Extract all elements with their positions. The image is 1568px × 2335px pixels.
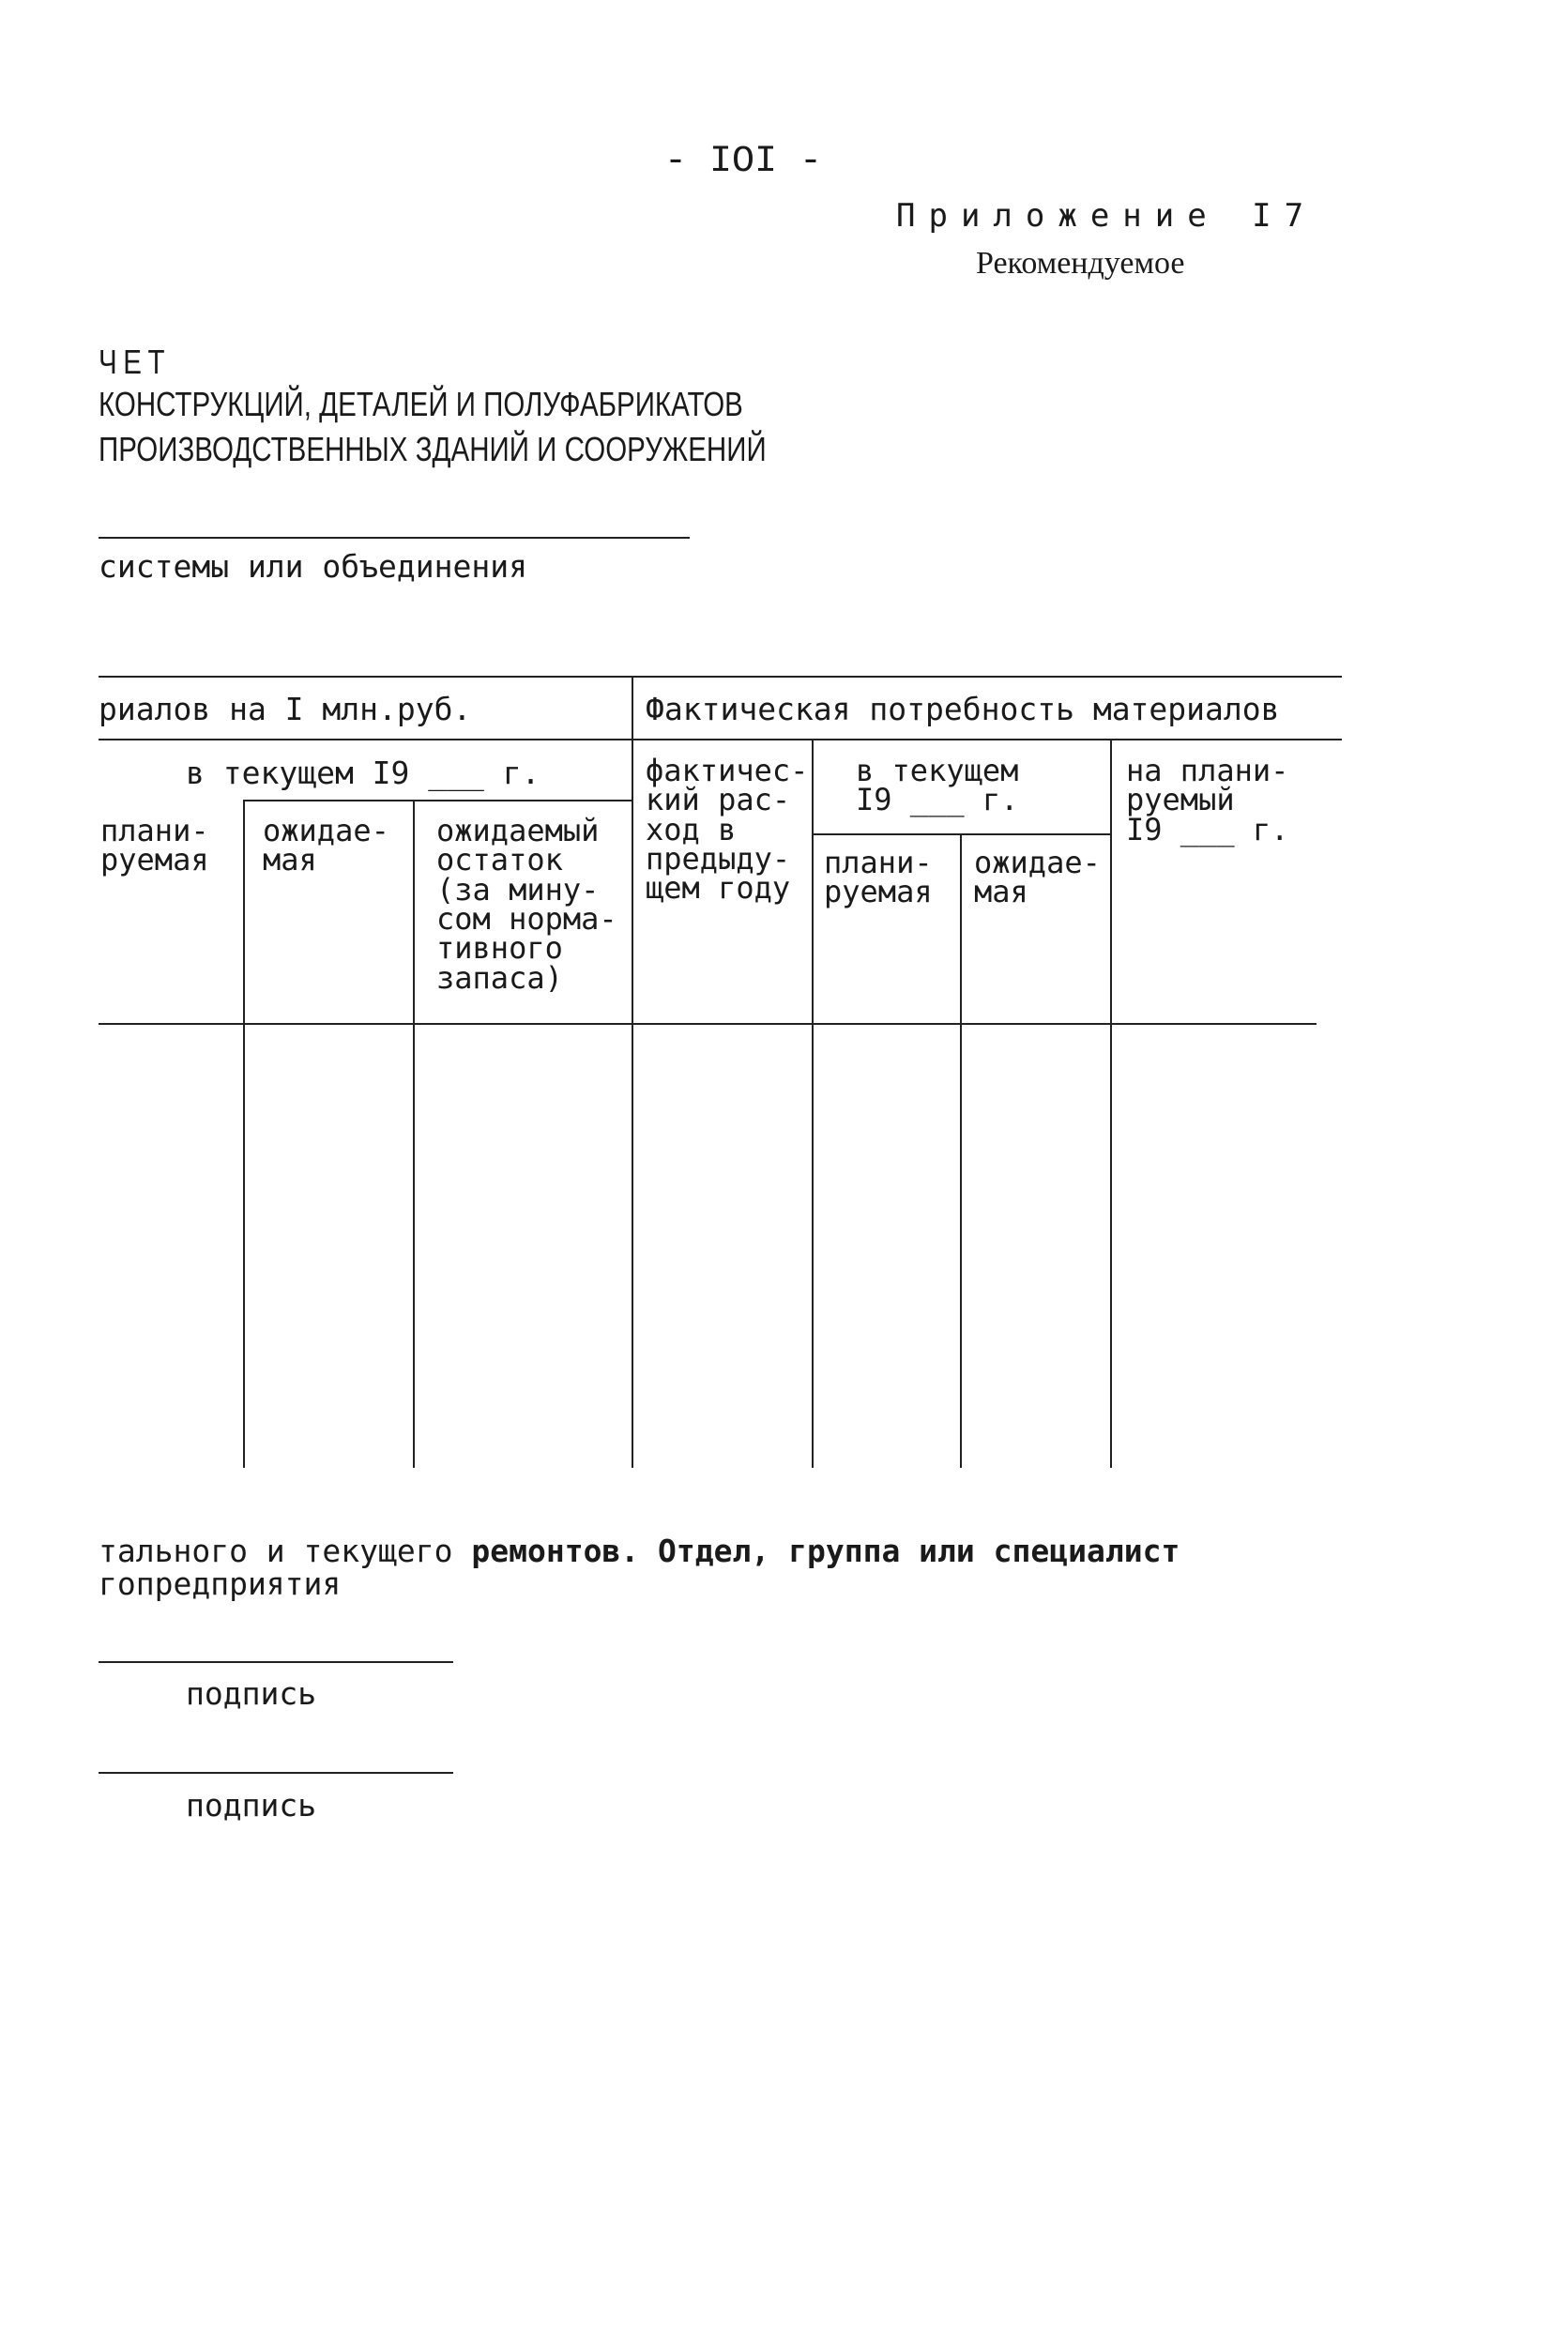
signature-caption-1: подпись	[186, 1675, 317, 1712]
col-divider-1	[243, 800, 245, 1468]
table-group-rule	[99, 739, 1342, 740]
doc-title-line-1: ЧЕТ	[99, 343, 172, 381]
current-year-header: в текущем I9 ___ г.	[186, 755, 540, 791]
col-remaining: ожидаемый остаток (за мину- сом норма- тивного запаса)	[436, 813, 617, 996]
right-current-year-rule	[813, 833, 1111, 835]
footer-line-1-start: тального и текущего	[99, 1533, 472, 1569]
col-divider-6	[1110, 740, 1112, 1468]
col-planned: плани- руемая	[100, 813, 209, 878]
col-expected-right: ожидае- мая	[974, 845, 1101, 910]
signature-caption-2: подпись	[186, 1787, 317, 1824]
col-next-year: на плани- руемый I9 ___ г.	[1126, 753, 1289, 847]
col-divider-5	[960, 833, 962, 1468]
doc-title-line-2: КОНСТРУКЦИЙ, ДЕТАЛЕЙ И ПОЛУФАБРИКАТОВ	[99, 385, 743, 423]
page-number: - IOI -	[664, 141, 823, 183]
right-group-header: Фактическая потребность материалов	[646, 691, 1280, 727]
org-blank-line	[99, 537, 690, 539]
col-expected: ожидае- мая	[263, 813, 389, 878]
footer-line-1	[99, 1533, 1180, 1569]
signature-line-1	[99, 1661, 453, 1663]
signature-line-2	[99, 1772, 453, 1774]
left-group-header: риалов на I млн.руб.	[99, 691, 472, 727]
current-year-rule	[244, 800, 632, 801]
col-actual-prev: фактичес- кий рас- ход в предыду- щем году	[646, 753, 809, 907]
footer-line-2: гопредприятия	[99, 1565, 342, 1602]
col-divider-4	[812, 740, 814, 1468]
col-planned-right: плани- руемая	[824, 845, 933, 910]
footer-line-1-end: ремонтов. Отдел, группа или специалист	[471, 1533, 1180, 1569]
table-top-rule	[99, 676, 1342, 678]
doc-title-line-3: ПРОИЗВОДСТВЕННЫХ ЗДАНИЙ И СООРУЖЕНИЙ	[99, 430, 767, 468]
col-divider-3	[632, 678, 633, 1468]
org-caption: системы или объединения	[99, 548, 527, 585]
table-header-bottom-rule	[99, 1023, 1317, 1025]
col-divider-2	[413, 800, 415, 1468]
recommended-label: Рекомендуемое	[976, 246, 1185, 281]
appendix-label: Приложение I7	[896, 197, 1317, 235]
right-current-year-header: в текущем I9 ___ г.	[856, 753, 1019, 818]
